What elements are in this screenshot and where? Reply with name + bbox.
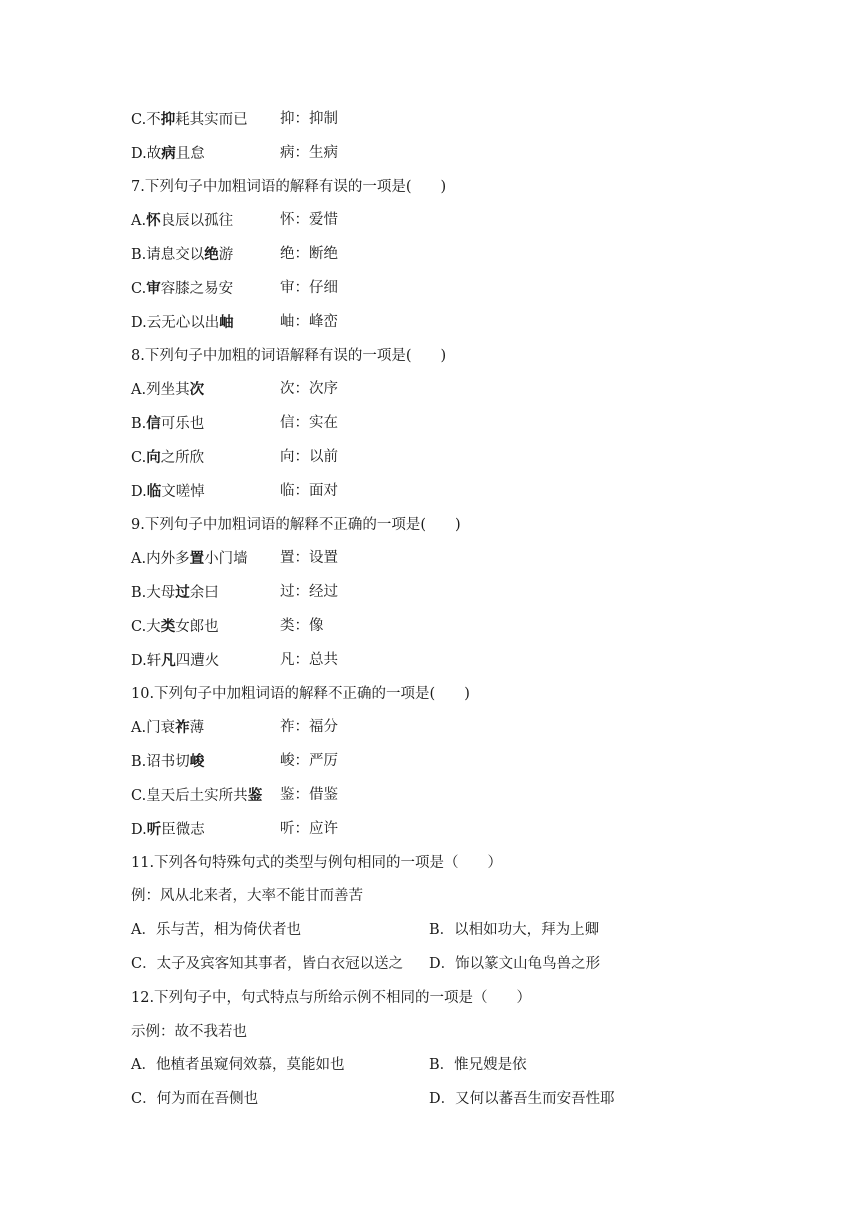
question-stem: 11.下列各句特殊句式的类型与例句相同的一项是（ ） — [131, 854, 503, 871]
question-stem: 7.下列句子中加粗词语的解释有误的一项是( ) — [131, 178, 447, 195]
option-sentence: D.听臣微志 — [131, 820, 205, 838]
bold-word: 绝 — [204, 246, 219, 264]
bold-word: 置 — [189, 550, 205, 568]
option-line — [131, 576, 751, 610]
bold-word: 峻 — [189, 753, 205, 771]
option-sentence: C.审容膝之易安 — [131, 279, 234, 297]
option-line — [131, 272, 751, 306]
option-sentence: D.临文嗟悼 — [131, 482, 205, 500]
bold-word: 类 — [160, 617, 176, 635]
document-page — [131, 103, 751, 1117]
option-gloss: 峻：严厉 — [280, 753, 338, 770]
option-gloss: 类：像 — [280, 617, 324, 634]
option-b: B．以相如功大，拜为上卿 — [429, 922, 600, 939]
option-line — [131, 610, 751, 644]
option-line — [131, 137, 751, 171]
option-gloss: 抑：抑制 — [280, 111, 338, 127]
option-line — [131, 813, 751, 847]
bold-word: 听 — [146, 820, 162, 838]
option-sentence: C.向之所欣 — [131, 448, 205, 466]
option-sentence: B.诏书切峻 — [131, 753, 205, 771]
bold-word: 次 — [189, 381, 205, 399]
bold-word: 凡 — [161, 651, 176, 669]
example-sentence: 例：风从北来者，大率不能甘而善苦 — [131, 888, 363, 905]
option-d: D．又何以蕃吾生而安吾性耶 — [429, 1091, 615, 1108]
option-gloss: 次：次序 — [280, 381, 338, 398]
bold-word: 鉴 — [247, 786, 263, 804]
option-gloss: 鉴：借鉴 — [280, 786, 338, 803]
option-gloss: 祚：福分 — [280, 719, 338, 736]
example-sentence: 示例：故不我若也 — [131, 1023, 247, 1040]
option-line — [131, 475, 751, 509]
question-stem: 8.下列句子中加粗的词语解释有误的一项是( ) — [131, 347, 447, 364]
option-gloss: 听：应许 — [280, 820, 338, 837]
option-line — [131, 711, 751, 745]
option-line — [131, 644, 751, 678]
option-b: B．惟兄嫂是依 — [429, 1057, 527, 1074]
bold-word: 临 — [146, 482, 162, 500]
option-sentence: C.不抑耗其实而已 — [131, 111, 248, 128]
question-stem: 10.下列句子中加粗词语的解释不正确的一项是( ) — [131, 685, 470, 702]
option-line — [131, 103, 751, 137]
option-gloss: 置：设置 — [280, 550, 338, 567]
bold-word: 怀 — [146, 212, 161, 230]
bold-word: 抑 — [160, 111, 176, 128]
bold-word: 岫 — [219, 313, 234, 331]
option-sentence: D.轩凡四遭火 — [131, 651, 220, 669]
option-gloss: 向：以前 — [280, 448, 338, 465]
option-pair — [131, 1049, 751, 1083]
option-sentence: C.大类女郎也 — [131, 617, 219, 635]
option-sentence: B.请息交以绝游 — [131, 246, 234, 264]
option-gloss: 过：经过 — [280, 584, 338, 601]
option-gloss: 审：仔细 — [280, 279, 338, 296]
question-stem: 12.下列句子中，句式特点与所给示例不相同的一项是（ ） — [131, 989, 532, 1006]
option-sentence: A.内外多置小门墙 — [131, 550, 248, 568]
option-d: D．饰以篆文山龟鸟兽之形 — [429, 955, 601, 972]
option-line — [131, 441, 751, 475]
option-line — [131, 779, 751, 813]
option-sentence: D.故病且怠 — [131, 144, 205, 162]
bold-word: 祚 — [175, 719, 190, 737]
option-pair — [131, 914, 751, 948]
option-c: C．太子及宾客知其事者，皆白衣冠以送之 — [131, 955, 404, 972]
option-sentence: A.列坐其次 — [131, 381, 205, 399]
option-line — [131, 373, 751, 407]
option-sentence: A.门衰祚薄 — [131, 719, 205, 737]
option-pair — [131, 1083, 751, 1117]
option-c: C．何为而在吾侧也 — [131, 1091, 259, 1108]
option-sentence: B.信可乐也 — [131, 415, 205, 433]
option-line — [131, 238, 751, 272]
option-a: A．乐与苦，相为倚伏者也 — [131, 922, 301, 939]
option-sentence: D.云无心以出岫 — [131, 313, 234, 331]
option-gloss: 凡：总共 — [280, 651, 338, 668]
option-sentence: C.皇天后土实所共鉴 — [131, 786, 263, 804]
option-line — [131, 204, 751, 238]
option-line — [131, 542, 751, 576]
option-gloss: 岫：峰峦 — [280, 313, 338, 330]
option-gloss: 绝：断绝 — [280, 246, 338, 263]
bold-word: 向 — [146, 448, 161, 466]
option-sentence: B.大母过余曰 — [131, 584, 219, 602]
bold-word: 病 — [161, 144, 176, 162]
bold-word: 审 — [146, 279, 161, 297]
option-sentence: A.怀良辰以孤往 — [131, 212, 234, 230]
option-gloss: 信：实在 — [280, 415, 338, 432]
option-pair — [131, 948, 751, 982]
question-stem: 9.下列句子中加粗词语的解释不正确的一项是( ) — [131, 516, 461, 533]
option-gloss: 病：生病 — [280, 144, 338, 161]
option-line — [131, 306, 751, 340]
option-a: A．他植者虽窥伺效慕，莫能如也 — [131, 1057, 345, 1074]
option-line — [131, 407, 751, 441]
option-gloss: 怀：爱惜 — [280, 212, 338, 229]
option-gloss: 临：面对 — [280, 482, 338, 499]
option-line — [131, 745, 751, 779]
bold-word: 信 — [146, 415, 161, 433]
bold-word: 过 — [175, 584, 190, 602]
